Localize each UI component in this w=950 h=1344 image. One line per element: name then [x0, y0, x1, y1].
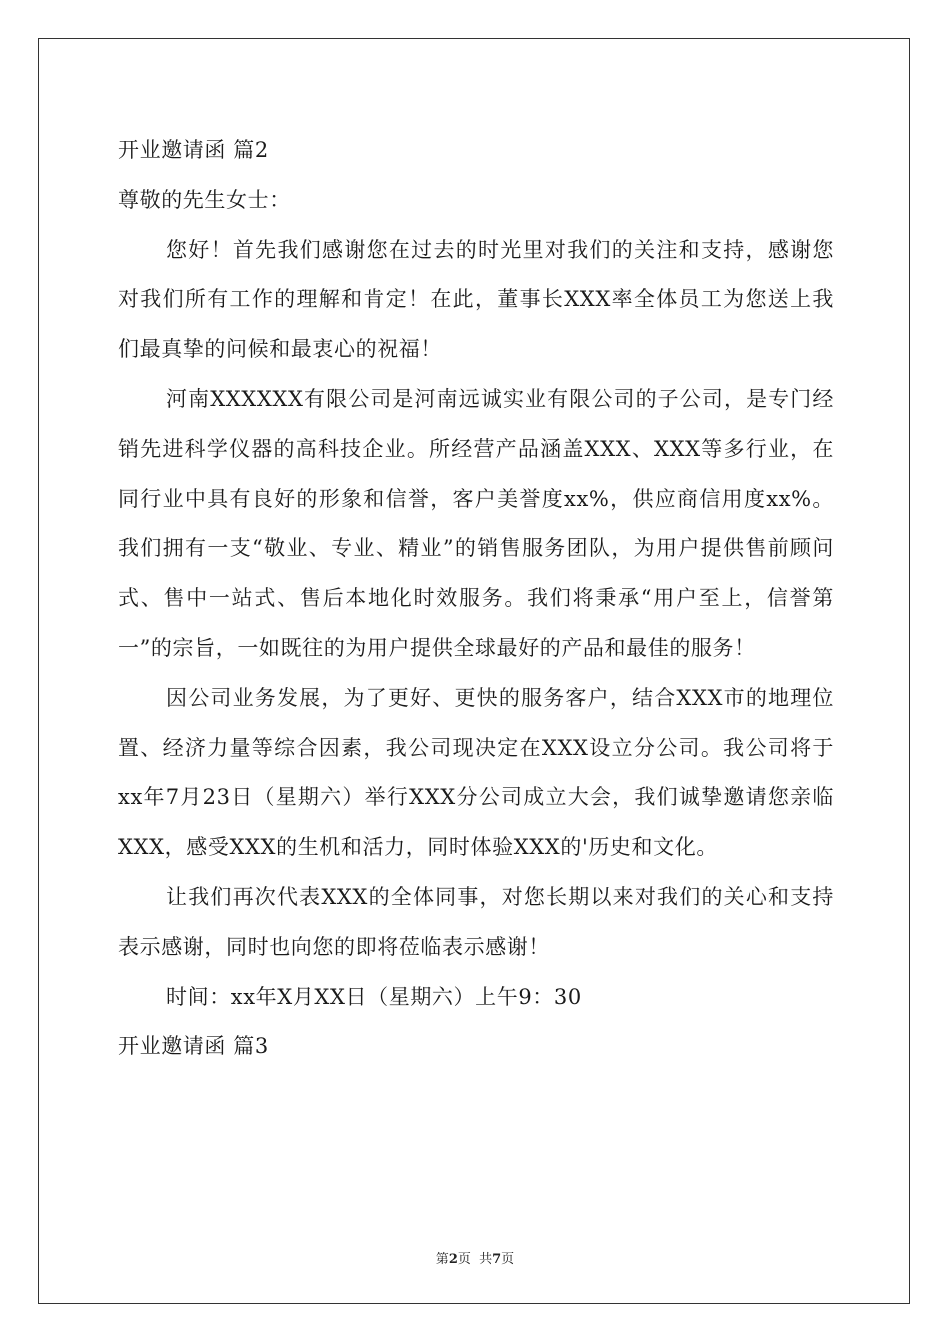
- paragraph-thanks: 让我们再次代表XXX的全体同事，对您长期以来对我们的关心和支持表示感谢，同时也向您的即将莅临表示感谢！: [118, 884, 834, 959]
- document-body: [118, 126, 834, 1072]
- section-heading: 开业邀请函 篇2: [118, 138, 269, 162]
- salutation: 尊敬的先生女士：: [118, 187, 291, 212]
- page-suffix: 页: [501, 1252, 515, 1267]
- page-mid: 页 共: [457, 1252, 493, 1267]
- page-footer: [0, 1248, 950, 1267]
- section-heading-next: 开业邀请函 篇3: [118, 1034, 269, 1059]
- paragraph-company-intro: 河南XXXXXX有限公司是河南远诚实业有限公司的子公司，是专门经销先进科学仪器的高科技企业。所经营产品涵盖XXX、XXX等多行业，在同行业中具有良好的形象和信誉，客户美誉度xx%，供应商信用度xx%。我们拥有一支“敬业、专业、精业”的销售服务团队，为用户提供售前顾问式、售中一站式、售后本地化时效服务。我们将秉承“用户至上，信誉第一”的宗旨，一如既往的为用户提供全球最好的产品和最佳的服务！: [118, 386, 834, 660]
- paragraph-greeting: 您好！首先我们感谢您在过去的时光里对我们的关注和支持，感谢您对我们所有工作的理解和肯定！在此，董事长XXX率全体员工为您送上我们最真挚的问候和最衷心的祝福！: [118, 237, 834, 362]
- event-time: 时间：xx年X月XX日（星期六）上午9：30: [166, 984, 582, 1009]
- current-page-number: 2: [448, 1252, 458, 1267]
- total-page-number: 7: [492, 1252, 502, 1267]
- paragraph-invitation: 因公司业务发展，为了更好、更快的服务客户，结合XXX市的地理位置、经济力量等综合因素，我公司现决定在XXX设立分公司。我公司将于xx年7月23日（星期六）举行XXX分公司成立大会，我们诚挚邀请您亲临XXX，感受XXX的生机和活力，同时体验XXX的'历史和文化。: [118, 685, 834, 860]
- page-prefix: 第: [435, 1252, 449, 1267]
